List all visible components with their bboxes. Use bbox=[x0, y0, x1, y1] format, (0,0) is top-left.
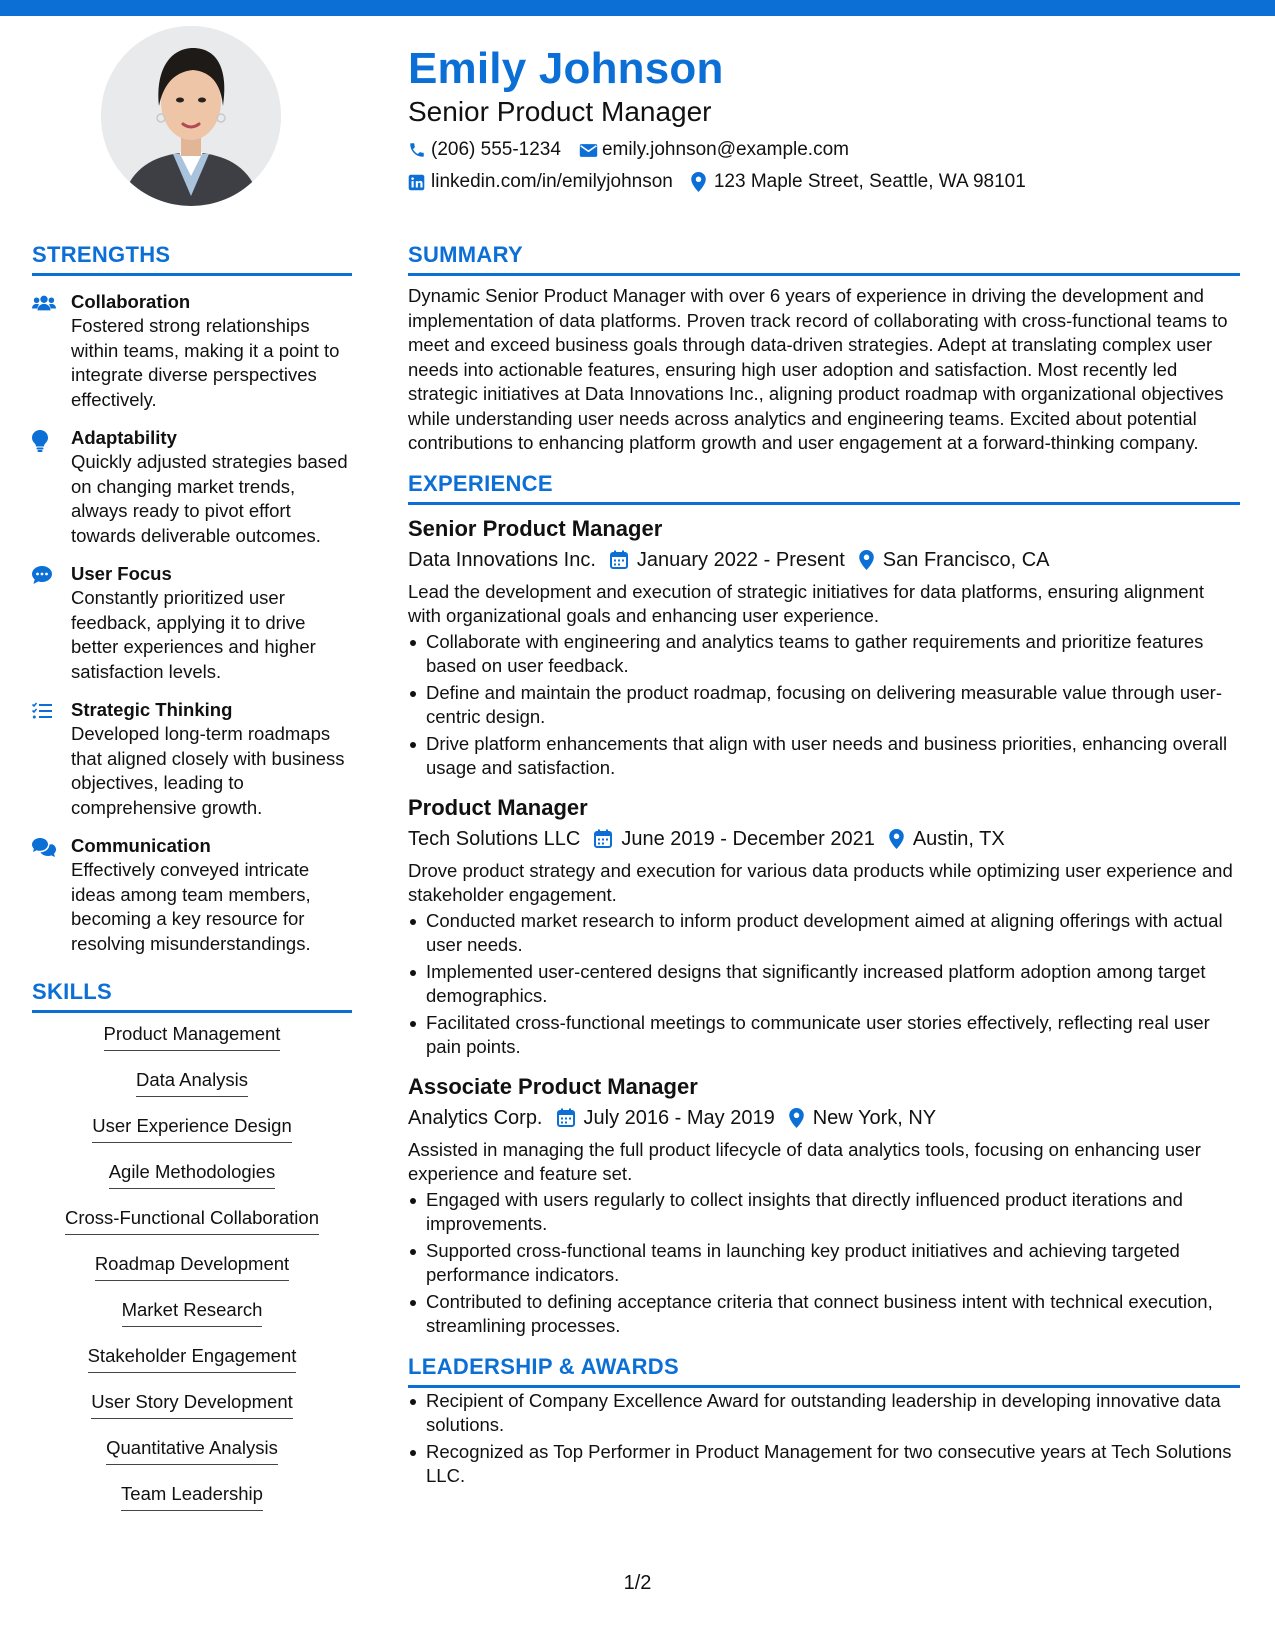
summary-text: Dynamic Senior Product Manager with over 6 years of experience in driving the development and implementation of data platforms. Proven track record of collaborating with cross-functional teams to meet and exceed business goals through data-driven strategies. Adept at translating complex user needs into actionable features, ensuring high user adoption and satisfaction. Most recently led strategic initiatives at Data Innovations Inc., aligning product roadmap with organizational objectives while understanding user needs across analytics and engineering teams. Excited about potential contributions to enhancing platform growth and user engagement at a forward-thinking company. bbox=[408, 285, 1228, 453]
job-role: Associate Product Manager bbox=[408, 1073, 698, 1099]
job-bullet: Drive platform enhancements that align with user needs and business priorities, enhancing overall usage and satisfaction. bbox=[408, 732, 1240, 781]
skill-item: Quantitative Analysis bbox=[106, 1436, 278, 1465]
strength-desc: Constantly prioritized user feedback, applying it to drive better experiences and higher satisfaction levels. bbox=[71, 587, 316, 682]
list-check-icon bbox=[32, 698, 71, 820]
candidate-name: Emily Johnson bbox=[408, 44, 724, 93]
skill-item: Data Analysis bbox=[136, 1068, 248, 1097]
job-location: Austin, TX bbox=[912, 827, 1005, 850]
strength-item bbox=[32, 426, 352, 548]
profile-photo bbox=[101, 26, 281, 206]
phone-icon bbox=[408, 140, 430, 160]
resume-header bbox=[408, 42, 1238, 198]
leadership-list bbox=[408, 1389, 1240, 1489]
job-company: Tech Solutions LLC bbox=[408, 827, 581, 850]
strength-item bbox=[32, 290, 352, 412]
strength-desc: Developed long-term roadmaps that aligned closely with business objectives, leading to comprehensive growth. bbox=[71, 723, 345, 818]
job-role: Product Manager bbox=[408, 794, 588, 820]
strength-desc: Quickly adjusted strategies based on changing market trends, always ready to pivot effort towards deliverable outcomes. bbox=[71, 451, 348, 546]
job-description: Lead the development and execution of strategic initiatives for data platforms, ensuring alignment with organizational goals and enhancing user experience. bbox=[408, 580, 1204, 626]
leadership-heading: LEADERSHIP & AWARDS bbox=[408, 1353, 1240, 1388]
right-column bbox=[408, 241, 1240, 1491]
job-dates: June 2019 - December 2021 bbox=[621, 827, 875, 850]
skill-item: Roadmap Development bbox=[95, 1252, 289, 1281]
job-dates: July 2016 - May 2019 bbox=[583, 1106, 775, 1129]
calendar-icon bbox=[594, 829, 612, 848]
skill-item: User Experience Design bbox=[92, 1114, 291, 1143]
strength-title: User Focus bbox=[71, 563, 172, 584]
leadership-item: Recognized as Top Performer in Product Management for two consecutive years at Tech Solutions LLC. bbox=[408, 1440, 1240, 1489]
job-bullets bbox=[408, 1188, 1240, 1339]
contact-address bbox=[691, 171, 1026, 193]
job-entry bbox=[408, 514, 1240, 781]
job-dates: January 2022 - Present bbox=[636, 548, 845, 571]
skill-item: Stakeholder Engagement bbox=[88, 1344, 297, 1373]
candidate-title: Senior Product Manager bbox=[408, 96, 712, 127]
skill-item: Team Leadership bbox=[121, 1482, 263, 1511]
comment-icon bbox=[32, 562, 71, 684]
calendar-icon bbox=[610, 550, 628, 569]
job-bullet: Engaged with users regularly to collect insights that directly influenced product iterations and improvements. bbox=[408, 1188, 1240, 1237]
job-role: Senior Product Manager bbox=[408, 515, 663, 541]
job-bullet: Collaborate with engineering and analytics teams to gather requirements and prioritize features based on user feedback. bbox=[408, 630, 1240, 679]
job-company: Analytics Corp. bbox=[408, 1106, 543, 1129]
skill-item: Market Research bbox=[122, 1298, 263, 1327]
experience-heading: EXPERIENCE bbox=[408, 470, 1240, 505]
summary-heading: SUMMARY bbox=[408, 241, 1240, 276]
strengths-heading: STRENGTHS bbox=[32, 241, 352, 276]
job-location: San Francisco, CA bbox=[882, 548, 1050, 571]
skill-item: Product Management bbox=[104, 1022, 281, 1051]
job-bullet: Supported cross-functional teams in launching key product initiatives and achieving targeted performance indicators. bbox=[408, 1239, 1240, 1288]
left-column bbox=[32, 241, 352, 1528]
map-pin-icon bbox=[691, 172, 713, 192]
job-bullet: Conducted market research to inform product development aimed at aligning offerings with actual user needs. bbox=[408, 909, 1240, 958]
address-text: 123 Maple Street, Seattle, WA 98101 bbox=[713, 171, 1026, 192]
strength-item bbox=[32, 698, 352, 820]
skills-list bbox=[32, 1022, 352, 1528]
job-bullet: Contributed to defining acceptance criteria that connect business intent with technical execution, streamlining processes. bbox=[408, 1290, 1240, 1339]
strength-desc: Effectively conveyed intricate ideas among team members, becoming a key resource for resolving misunderstandings. bbox=[71, 859, 311, 954]
strength-title: Collaboration bbox=[71, 291, 191, 312]
job-location: New York, NY bbox=[812, 1106, 937, 1129]
job-entry bbox=[408, 1072, 1240, 1339]
contact-phone[interactable] bbox=[408, 139, 561, 161]
page-number: 1/2 bbox=[623, 1572, 652, 1594]
skill-item: Agile Methodologies bbox=[109, 1160, 276, 1189]
envelope-icon bbox=[579, 140, 601, 160]
contact-row-1 bbox=[408, 134, 1238, 166]
strength-title: Adaptability bbox=[71, 427, 177, 448]
phone-text: (206) 555-1234 bbox=[431, 139, 561, 160]
job-meta bbox=[408, 545, 1240, 575]
job-bullet: Define and maintain the product roadmap, focusing on delivering measurable value through user-centric design. bbox=[408, 681, 1240, 730]
job-entry bbox=[408, 793, 1240, 1060]
map-pin-icon bbox=[859, 550, 874, 570]
strength-item bbox=[32, 834, 352, 956]
job-bullet: Implemented user-centered designs that significantly increased platform adoption among target demographics. bbox=[408, 960, 1240, 1009]
job-description: Drove product strategy and execution for various data products while optimizing user experience and stakeholder engagement. bbox=[408, 859, 1233, 905]
skill-item: User Story Development bbox=[91, 1390, 293, 1419]
job-meta bbox=[408, 1103, 1240, 1133]
calendar-icon bbox=[557, 1108, 575, 1127]
linkedin-icon bbox=[408, 172, 430, 192]
contact-row-2 bbox=[408, 166, 1238, 198]
job-bullets bbox=[408, 909, 1240, 1060]
email-text: emily.johnson@example.com bbox=[601, 139, 849, 160]
leadership-item: Recipient of Company Excellence Award for outstanding leadership in developing innovative data solutions. bbox=[408, 1389, 1240, 1438]
contact-linkedin[interactable] bbox=[408, 171, 673, 193]
contact-email[interactable] bbox=[579, 139, 849, 161]
comments-icon bbox=[32, 834, 71, 956]
strength-title: Communication bbox=[71, 835, 211, 856]
strength-title: Strategic Thinking bbox=[71, 699, 233, 720]
job-company: Data Innovations Inc. bbox=[408, 548, 596, 571]
top-accent-bar bbox=[0, 0, 1275, 16]
skill-item: Cross-Functional Collaboration bbox=[65, 1206, 319, 1235]
skills-heading: SKILLS bbox=[32, 978, 352, 1013]
strength-item bbox=[32, 562, 352, 684]
job-bullets bbox=[408, 630, 1240, 781]
strength-desc: Fostered strong relationships within teams, making it a point to integrate diverse perspectives effectively. bbox=[71, 315, 340, 410]
job-description: Assisted in managing the full product lifecycle of data analytics tools, focusing on enhancing user experience and feature set. bbox=[408, 1138, 1201, 1184]
map-pin-icon bbox=[889, 829, 904, 849]
users-icon bbox=[32, 290, 71, 412]
job-bullet: Facilitated cross-functional meetings to communicate user stories effectively, reflecting real user pain points. bbox=[408, 1011, 1240, 1060]
job-meta bbox=[408, 824, 1240, 854]
map-pin-icon bbox=[789, 1108, 804, 1128]
lightbulb-icon bbox=[32, 426, 71, 548]
linkedin-text: linkedin.com/in/emilyjohnson bbox=[431, 171, 673, 192]
